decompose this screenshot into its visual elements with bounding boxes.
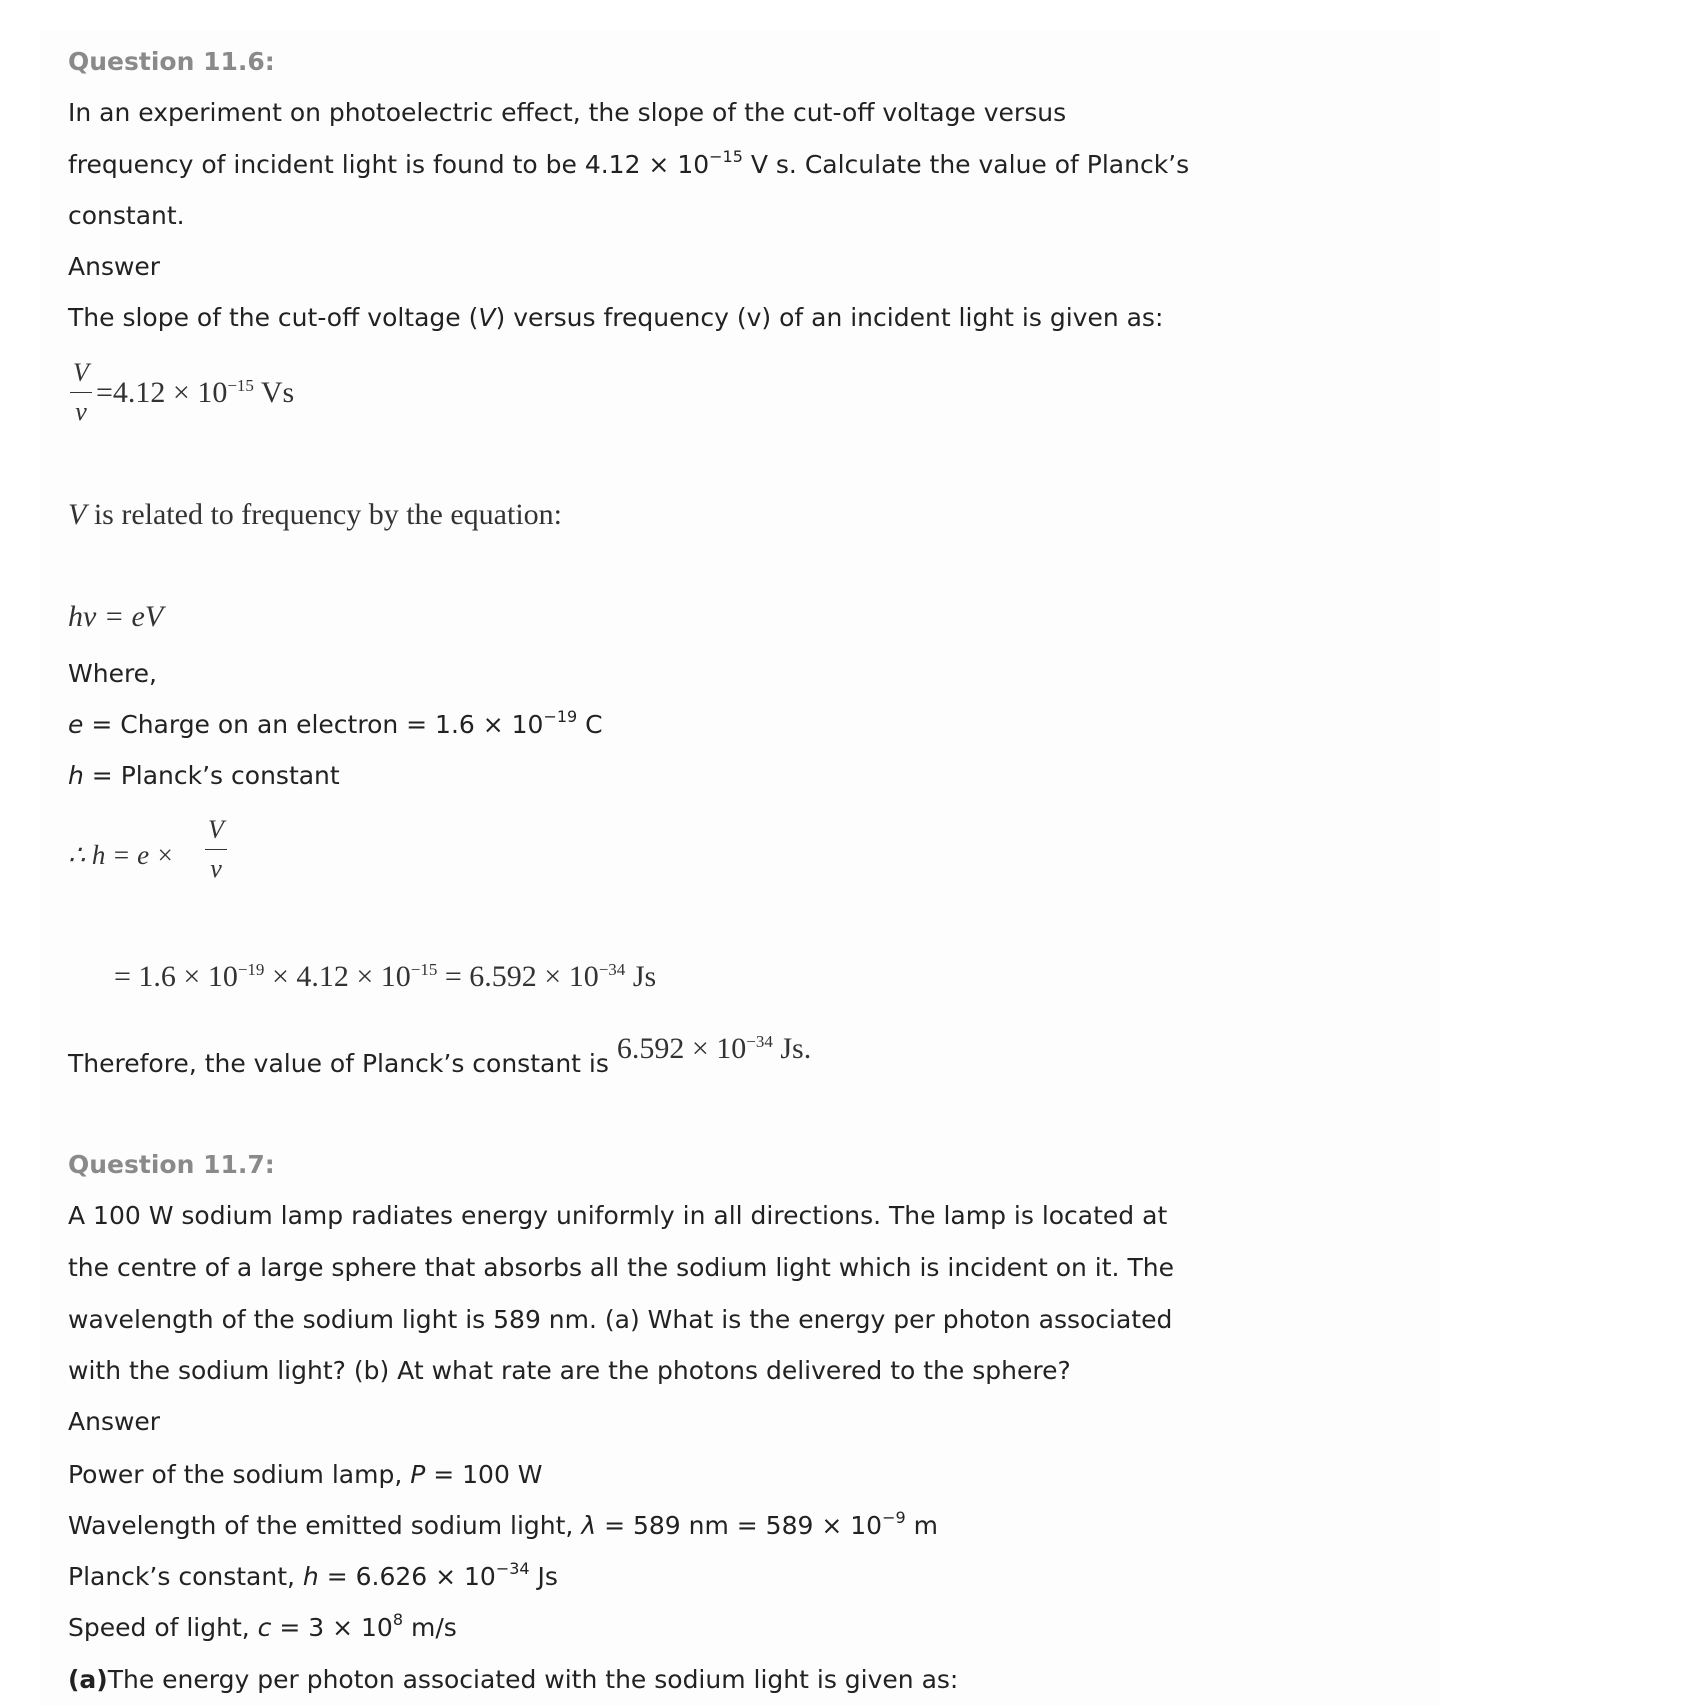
planck-given: Planck’s constant, $h = 6.626 \times 10^{-34}$ Js [68, 1559, 558, 1591]
calculation-line: = $1.6 \times 10^{-19} \times 4.12 \times 10^{-15} = 6.592 \times 10^{-34}$ Js [114, 960, 657, 993]
power-given: Power of the sodium lamp, P = 100 W [68, 1460, 543, 1489]
answer-text: The slope of the cut-off voltage (V) versus frequency (v) of an incident light is given as: [68, 303, 1164, 332]
question-text: In an experiment on photoelectric effect, the slope of the cut-off voltage versus [68, 98, 1067, 127]
conclusion-text: Therefore, the value of Planck’s constant is $6.592 \times 10^{-34}$ Js. [68, 1032, 812, 1078]
question-11-6-heading: Question 11.6: [68, 47, 275, 76]
equation-h-formula: ∴ h = e × [68, 840, 175, 870]
where-label: Where, [68, 659, 158, 688]
fraction-v-over-nu: V ν [205, 815, 227, 884]
question-text: wavelength of the sodium light is 589 nm. (a) What is the energy per photon associated [68, 1305, 1173, 1334]
question-text: A 100 W sodium lamp radiates energy uniformly in all directions. The lamp is located at [68, 1201, 1168, 1230]
relation-text: V is related to frequency by the equation: [68, 498, 562, 531]
equation-hv-ev: hν = eV [68, 600, 164, 633]
slope-equation: $=4.12 \times 10^{-15}$ Vs [96, 376, 295, 409]
wavelength-given: Wavelength of the emitted sodium light, λ = 589 nm = $589 \times 10^{-9}$ m [68, 1508, 938, 1540]
speed-of-light-given: Speed of light, $c = 3 \times 10^8$ m/s [68, 1610, 457, 1642]
electron-charge-definition: e = Charge on an electron = $1.6 \times 10^{-19}$ C [68, 707, 603, 739]
part-a-text: (a)The energy per photon associated with the sodium light is given as: [68, 1665, 959, 1694]
document-page [40, 30, 1440, 1706]
question-11-7-heading: Question 11.7: [68, 1150, 275, 1179]
answer-label: Answer [68, 252, 161, 281]
question-text: frequency of incident light is found to be $4.12 \times 10^{-15}$ V s. Calculate the value of Planck’s [68, 147, 1190, 179]
question-text: the centre of a large sphere that absorbs all the sodium light which is incident on it. The [68, 1253, 1174, 1282]
answer-label: Answer [68, 1407, 161, 1436]
question-text: with the sodium light? (b) At what rate are the photons delivered to the sphere? [68, 1356, 1071, 1385]
fraction-v-over-nu: V ν [70, 358, 92, 427]
question-text: constant. [68, 201, 185, 230]
planck-definition: h = Planck’s constant [68, 761, 340, 790]
